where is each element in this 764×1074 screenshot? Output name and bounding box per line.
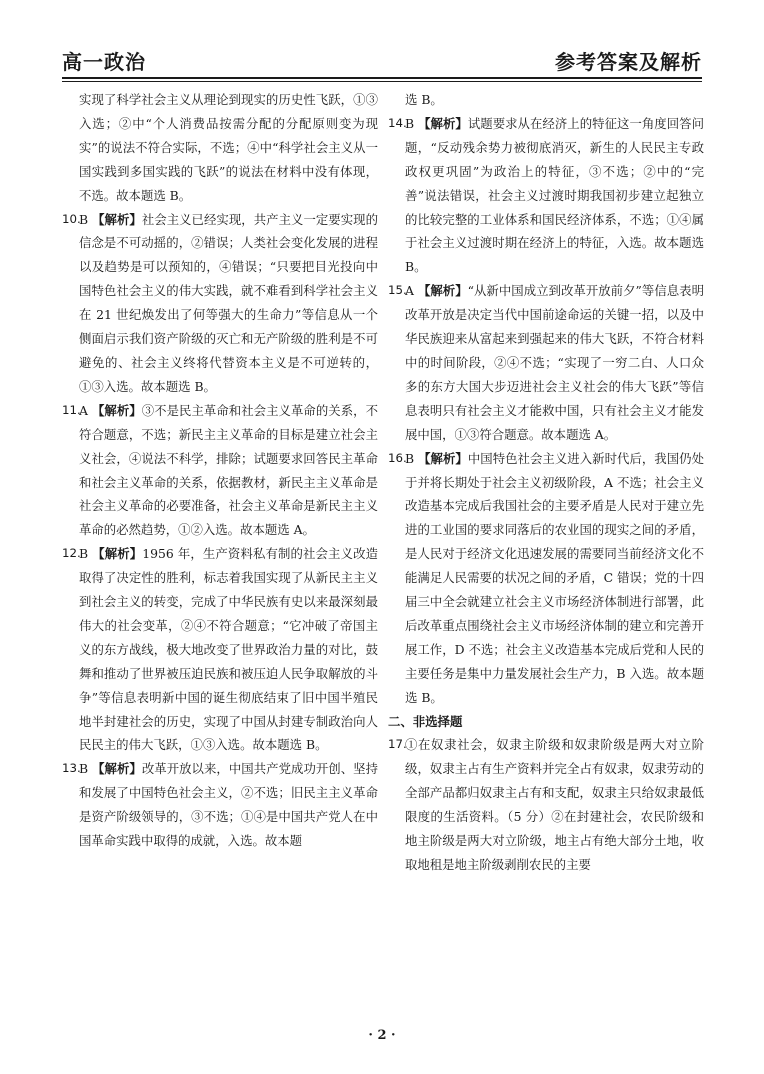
answer-item-10: [62, 208, 378, 399]
analysis-text: 中国特色社会主义进入新时代后，我国仍处于并将长期处于社会主义初级阶段，A 不选；社会主义改造基本完成后我国社会的主要矛盾是人民对于建立先进的工业国的要求同落后的农业国的现实之间的矛盾，是人民对于经济文化迅速发展的需要同当前经济文化不能满足人民需要的状况之间的矛盾，C 错误；党的十四届三中全会就建立社会主义市场经济体制进行部署，此后改革重点围绕社会主义市场经济体制的建立和完善开展工作，D 不选；社会主义改造基本完成后党和人民的主要任务是集中力量发展社会生产力，B 入选。故本题选 B。: [405, 450, 704, 705]
analysis-tag: 【解析】: [92, 211, 142, 227]
header-rule-thick: [62, 77, 702, 79]
answer-letter: B: [405, 450, 415, 466]
item-number: 15.: [388, 283, 407, 298]
analysis-tag: 【解析】: [418, 450, 468, 466]
analysis-tag: 【解析】: [92, 546, 143, 562]
analysis-text: 改革开放以来，中国共产党成功开创、坚持和发展了中国特色社会主义，②不选；旧民主主义革命是资产阶级领导的，③不选；①④是中国共产党人在中国革命实践中取得的成就，入选。故本题: [79, 761, 378, 849]
item-number: 14.: [388, 115, 407, 130]
analysis-tag: 【解析】: [417, 283, 468, 299]
answer-text: ①在奴隶社会，奴隶主阶级和奴隶阶级是两大对立阶级，奴隶主占有生产资料并完全占有奴隶，奴隶劳动的全部产品都归奴隶主占有和支配，奴隶主只给奴隶最低限度的生活资料。（5 分）②在封建社会，农民阶级和地主阶级是两大对立阶级，地主占有绝大部分土地，收取地租是地主阶级剥削农民的主要: [405, 737, 704, 872]
analysis-tag: 【解析】: [92, 761, 142, 777]
left-column: [62, 88, 378, 853]
continued-answer-text: 实现了科学社会主义从理论到现实的历史性飞跃，①③入选；②中“个人消费品按需分配的分配原则变为现实”的说法不符合实际，不选；④中“科学社会主义从一国实践到多国实践的飞跃”的说法在材料中没有体现，不选。故本题选 B。: [79, 92, 378, 203]
item-number: 11.: [62, 402, 81, 417]
section-heading: 二、非选择题: [388, 713, 463, 729]
analysis-text: 1956 年，生产资料私有制的社会主义改造取得了决定性的胜利，标志着我国实现了从新民主主义到社会主义的转变，完成了中华民族有史以来最深刻最伟大的社会变革，②④不符合题意；“它冲破了帝国主义的东方战线，极大地改变了世界政治力量的对比，鼓舞和推动了世界被压迫民族和被压迫人民争取解放的斗争”等信息表明新中国的诞生彻底结束了旧中国半殖民地半封建社会的历史，实现了中国从封建专制政治向人民民主的伟大飞跃，①③入选。故本题选 B。: [79, 546, 378, 753]
right-column: [388, 88, 704, 877]
analysis-text: ③不是民主革命和社会主义革命的关系，不符合题意，不选；新民主主义革命的目标是建立社会主义社会，④说法不科学，排除；试题要求回答民主革命和社会主义革命的关系，依据教材，新民主主义革命是社会主义革命的必要准备，社会主义革命是新民主主义革命的必然趋势，①②入选。故本题选 A。: [79, 402, 379, 538]
answer-letter: B: [79, 211, 89, 227]
analysis-tag: 【解析】: [91, 402, 142, 418]
analysis-tag: 【解析】: [418, 115, 468, 131]
subject-title: 高一政治: [62, 50, 146, 74]
document-title: 参考答案及解析: [555, 50, 702, 74]
continued-answer-text: 选 B。: [405, 92, 443, 107]
answer-item-12: [62, 542, 378, 757]
answer-item-17: [388, 733, 704, 876]
answer-item-15: [388, 279, 704, 446]
analysis-text: 社会主义已经实现，共产主义一定要实现的信念是不可动摇的，②错误；人类社会变化发展的进程以及趋势是可以预知的，④错误；“只要把目光投向中国特色社会主义的伟大实践，就不难看到科学社会主义在 21 世纪焕发出了何等强大的生命力”等信息从一个侧面启示我们资产阶级的灭亡和无产阶级的胜利是不可避免的、社会主义终将代替资本主义是不可逆转的，①③入选。故本题选 B。: [79, 211, 378, 394]
answer-letter: B: [79, 546, 89, 562]
item-number: 12.: [62, 546, 81, 561]
answer-item-11: [62, 399, 378, 542]
item-number: 16.: [388, 450, 407, 465]
answer-item-14: [388, 112, 704, 279]
header-rule-thin: [62, 81, 702, 82]
answer-letter: B: [405, 115, 415, 131]
analysis-text: 试题要求从在经济上的特征这一角度回答问题，“反动残余势力被彻底消灭，新生的人民民主专政政权更巩固”为政治上的特征，③不选；②中的“完善”说法错误，社会主义过渡时期我国初步建立起独立的比较完整的工业体系和国民经济体系，不选；①④属于社会主义过渡时期在经济上的特征，入选。故本题选 B。: [405, 115, 704, 275]
answer-letter: A: [405, 283, 414, 299]
page-number: · 2 ·: [368, 1028, 396, 1043]
analysis-text: “从新中国成立到改革开放前夕”等信息表明改革开放是决定当代中国前途命运的关键一招，以及中华民族迎来从富起来到强起来的伟大飞跃，不符合材料中的时间阶段，②④不选；“实现了一穷二白、人口众多的东方大国大步迈进社会主义社会的伟大飞跃”等信息表明只有社会主义才能救中国，只有社会主义才能发展中国，①③符合题意。故本题选 A。: [405, 283, 704, 442]
item-number: 10.: [62, 211, 81, 226]
answer-letter: A: [79, 402, 88, 418]
item-number: 17.: [388, 737, 407, 752]
item-number: 13.: [62, 761, 81, 776]
answer-item-13: [62, 757, 378, 853]
answer-letter: B: [79, 761, 89, 777]
page-header: [62, 44, 702, 74]
answer-item-16: [388, 447, 704, 710]
